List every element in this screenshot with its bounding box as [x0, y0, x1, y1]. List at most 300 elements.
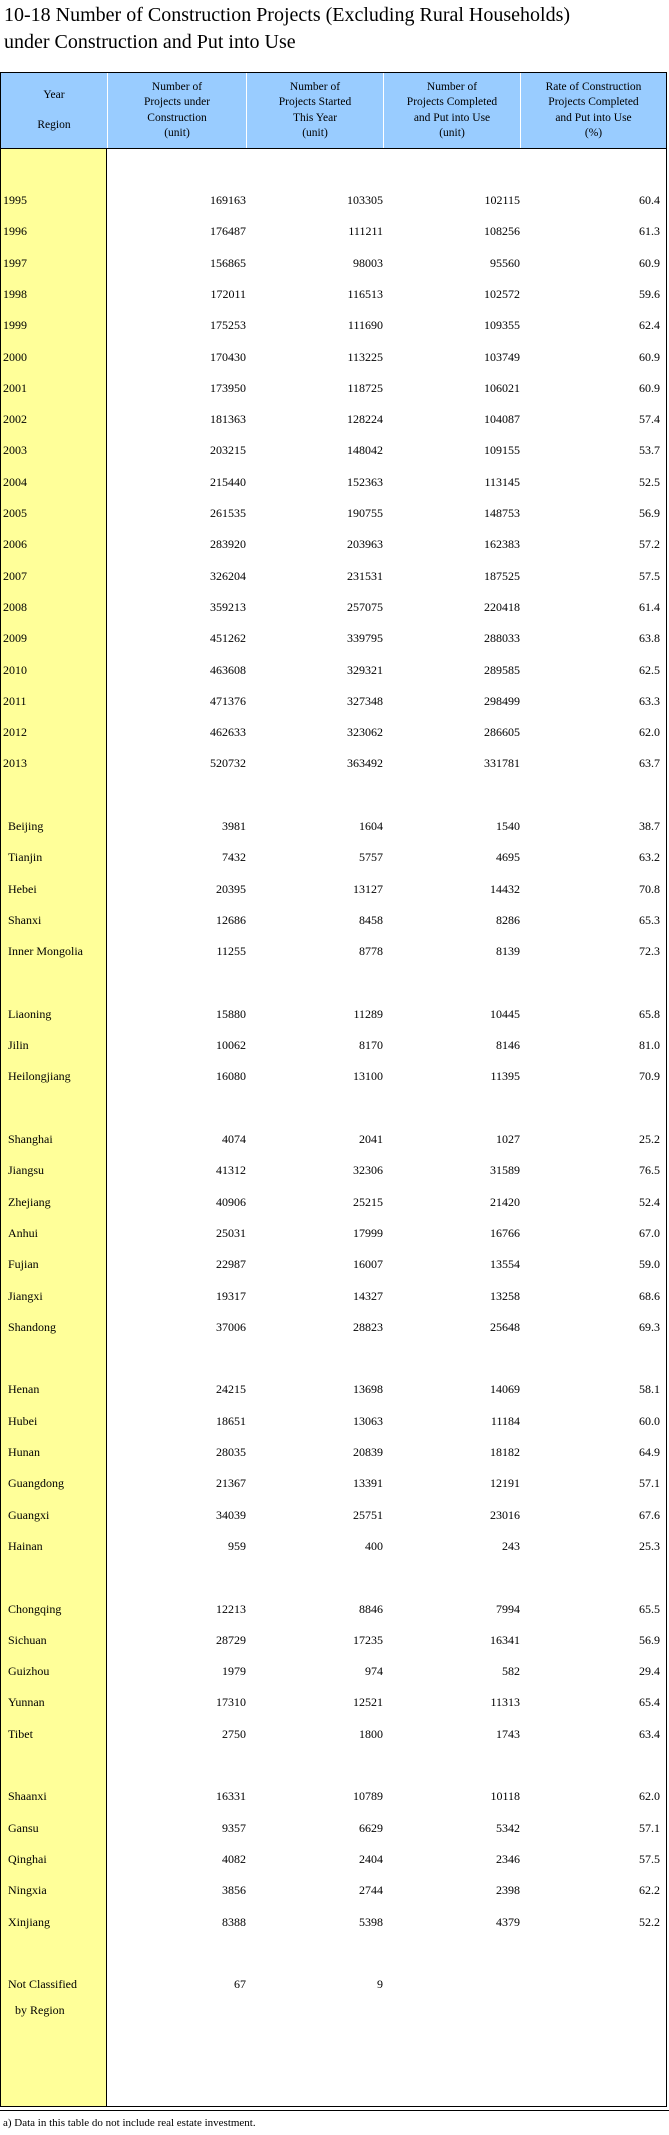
cell-under-construction: 28729 [216, 1633, 246, 1647]
cell-started: 2404 [359, 1852, 383, 1866]
cell-started: 203963 [347, 537, 383, 551]
cell-started: 14327 [353, 1289, 383, 1303]
table-row [1, 1442, 666, 1462]
table-row [1, 1317, 666, 1337]
cell-completed: 16341 [490, 1633, 520, 1647]
table-row [1, 1379, 666, 1399]
table-row [1, 1192, 666, 1212]
row-label: 2003 [3, 443, 27, 457]
cell-completed: 14069 [490, 1382, 520, 1396]
row-label: Hebei [8, 882, 37, 896]
table-row [1, 910, 666, 930]
table-row [1, 1505, 666, 1525]
cell-started: 111690 [347, 318, 383, 332]
table-row [1, 1004, 666, 1024]
cell-started: 2041 [359, 1132, 383, 1146]
cell-started: 12521 [353, 1695, 383, 1709]
cell-started: 128224 [347, 412, 383, 426]
cell-completion-rate: 69.3 [639, 1320, 660, 1334]
cell-completion-rate: 29.4 [639, 1664, 660, 1678]
table-row [1, 1473, 666, 1493]
cell-under-construction: 24215 [216, 1382, 246, 1396]
row-label: Anhui [8, 1226, 38, 1240]
cell-under-construction: 3981 [222, 819, 246, 833]
footnote: a) Data in this table do not include real estate investment. [3, 2117, 256, 2129]
cell-started: 231531 [347, 569, 383, 583]
cell-completion-rate: 72.3 [639, 944, 660, 958]
cell-under-construction: 10062 [216, 1038, 246, 1052]
cell-completed: 220418 [484, 600, 520, 614]
cell-started: 1800 [359, 1727, 383, 1741]
cell-completed: 21420 [490, 1195, 520, 1209]
cell-started: 98003 [353, 256, 383, 270]
cell-under-construction: 37006 [216, 1320, 246, 1334]
row-label: Shandong [8, 1320, 56, 1334]
cell-completion-rate: 52.4 [639, 1195, 660, 1209]
cell-under-construction: 261535 [210, 506, 246, 520]
cell-started: 327348 [347, 694, 383, 708]
cell-started: 257075 [347, 600, 383, 614]
cell-started: 116513 [347, 287, 383, 301]
cell-under-construction: 520732 [210, 756, 246, 770]
cell-under-construction: 2750 [222, 1727, 246, 1741]
cell-completed: 104087 [484, 412, 520, 426]
row-label: 2008 [3, 600, 27, 614]
cell-under-construction: 176487 [210, 224, 246, 238]
cell-started: 16007 [353, 1257, 383, 1271]
header-projects-under-construction: Number of Projects under Construction (unit) [107, 73, 246, 148]
cell-under-construction: 156865 [210, 256, 246, 270]
cell-completed: 109355 [484, 318, 520, 332]
cell-started: 25751 [353, 1508, 383, 1522]
cell-completion-rate: 62.0 [639, 725, 660, 739]
row-label: 2005 [3, 506, 27, 520]
table-row [1, 691, 666, 711]
row-label: 1995 [3, 193, 27, 207]
table-row [1, 1035, 666, 1055]
row-label: 2004 [3, 475, 27, 489]
table-title-line1: 10-18 Number of Construction Projects (Excluding Rural Households) [4, 4, 571, 26]
cell-completed: 102572 [484, 287, 520, 301]
header-region: Region [37, 119, 71, 131]
cell-completion-rate: 52.5 [639, 475, 660, 489]
cell-completion-rate: 63.7 [639, 756, 660, 770]
cell-started: 20839 [353, 1445, 383, 1459]
row-label: Jilin [8, 1038, 29, 1052]
cell-completed: 243 [502, 1539, 520, 1553]
row-label: Henan [8, 1382, 40, 1396]
cell-under-construction: 15880 [216, 1007, 246, 1021]
row-label: 2010 [3, 663, 27, 677]
cell-completed: 1540 [496, 819, 520, 833]
row-label: Shaanxi [8, 1789, 47, 1803]
cell-under-construction: 463608 [210, 663, 246, 677]
cell-under-construction: 41312 [216, 1163, 246, 1177]
cell-started: 118725 [347, 381, 383, 395]
cell-under-construction: 12213 [216, 1602, 246, 1616]
data-table [0, 72, 667, 2107]
table-row [1, 1129, 666, 1149]
cell-under-construction: 4082 [222, 1852, 246, 1866]
cell-completion-rate: 57.5 [639, 569, 660, 583]
table-row [1, 409, 666, 429]
table-row [1, 1630, 666, 1650]
table-row [1, 1786, 666, 1806]
cell-started: 5398 [359, 1915, 383, 1929]
row-label: 2002 [3, 412, 27, 426]
cell-completion-rate: 38.7 [639, 819, 660, 833]
row-label: Tianjin [8, 850, 43, 864]
row-label: Gansu [8, 1821, 39, 1835]
cell-completed: 286605 [484, 725, 520, 739]
footnote-divider [0, 2110, 669, 2111]
cell-completion-rate: 65.5 [639, 1602, 660, 1616]
cell-completion-rate: 60.4 [639, 193, 660, 207]
table-row [1, 1160, 666, 1180]
table-row [1, 1536, 666, 1556]
cell-completed: 113145 [484, 475, 520, 489]
cell-completed: 102115 [484, 193, 520, 207]
cell-completed: 4695 [496, 850, 520, 864]
cell-under-construction: 22987 [216, 1257, 246, 1271]
cell-under-construction: 8388 [222, 1915, 246, 1929]
row-label: 2001 [3, 381, 27, 395]
cell-completed: 331781 [484, 756, 520, 770]
cell-completed: 12191 [490, 1476, 520, 1490]
table-row [1, 472, 666, 492]
cell-started: 25215 [353, 1195, 383, 1209]
row-label: Hubei [8, 1414, 38, 1428]
table-title [4, 2, 664, 56]
cell-started: 13127 [353, 882, 383, 896]
cell-completed: 103749 [484, 350, 520, 364]
cell-started: 400 [365, 1539, 383, 1553]
cell-completed: 11313 [490, 1695, 520, 1709]
cell-completion-rate: 60.9 [639, 381, 660, 395]
table-row [1, 628, 666, 648]
cell-under-construction: 34039 [216, 1508, 246, 1522]
row-label: Tibet [8, 1727, 33, 1741]
table-row [1, 534, 666, 554]
table-row-continuation [1, 2000, 666, 2020]
cell-under-construction: 170430 [210, 350, 246, 364]
cell-under-construction: 169163 [210, 193, 246, 207]
cell-completion-rate: 25.2 [639, 1132, 660, 1146]
row-label: 1998 [3, 287, 27, 301]
table-row [1, 1724, 666, 1744]
cell-started: 8846 [359, 1602, 383, 1616]
header-completion-rate: Rate of Construction Projects Completed and Put into Use (%) [520, 73, 666, 148]
cell-under-construction: 67 [234, 1977, 246, 1991]
cell-completed: 18182 [490, 1445, 520, 1459]
cell-completed: 23016 [490, 1508, 520, 1522]
row-label: 1996 [3, 224, 27, 238]
cell-started: 9 [377, 1977, 383, 1991]
row-label: Jiangsu [8, 1163, 44, 1177]
cell-completed: 7994 [496, 1602, 520, 1616]
header-projects-started: Number of Projects Started This Year (unit) [246, 73, 383, 148]
cell-under-construction: 21367 [216, 1476, 246, 1490]
table-row [1, 941, 666, 961]
cell-started: 17999 [353, 1226, 383, 1240]
cell-started: 32306 [353, 1163, 383, 1177]
row-label: 1997 [3, 256, 27, 270]
table-row [1, 1254, 666, 1274]
cell-completed: 4379 [496, 1915, 520, 1929]
cell-under-construction: 11255 [216, 944, 246, 958]
table-header [1, 73, 666, 149]
cell-completion-rate: 25.3 [639, 1539, 660, 1553]
cell-completion-rate: 63.2 [639, 850, 660, 864]
cell-under-construction: 462633 [210, 725, 246, 739]
cell-started: 5757 [359, 850, 383, 864]
cell-completion-rate: 57.5 [639, 1852, 660, 1866]
header-year: Year [43, 88, 65, 101]
cell-started: 2744 [359, 1883, 383, 1897]
table-row [1, 1880, 666, 1900]
cell-under-construction: 959 [228, 1539, 246, 1553]
cell-started: 1604 [359, 819, 383, 833]
cell-under-construction: 203215 [210, 443, 246, 457]
cell-under-construction: 175253 [210, 318, 246, 332]
cell-under-construction: 18651 [216, 1414, 246, 1428]
cell-completed: 31589 [490, 1163, 520, 1177]
cell-under-construction: 16331 [216, 1789, 246, 1803]
cell-started: 113225 [347, 350, 383, 364]
cell-started: 148042 [347, 443, 383, 457]
cell-under-construction: 28035 [216, 1445, 246, 1459]
table-row [1, 503, 666, 523]
cell-completed: 16766 [490, 1226, 520, 1240]
cell-completed: 2398 [496, 1883, 520, 1897]
cell-completed: 8139 [496, 944, 520, 958]
cell-completion-rate: 57.1 [639, 1821, 660, 1835]
cell-completion-rate: 62.2 [639, 1883, 660, 1897]
cell-completed: 106021 [484, 381, 520, 395]
table-row [1, 1974, 666, 1994]
table-row [1, 378, 666, 398]
cell-under-construction: 215440 [210, 475, 246, 489]
cell-completed: 289585 [484, 663, 520, 677]
cell-started: 974 [365, 1664, 383, 1678]
cell-completed: 298499 [484, 694, 520, 708]
row-label: Fujian [8, 1257, 39, 1271]
table-row [1, 1286, 666, 1306]
cell-started: 13100 [353, 1069, 383, 1083]
cell-completion-rate: 53.7 [639, 443, 660, 457]
cell-under-construction: 326204 [210, 569, 246, 583]
table-row [1, 1661, 666, 1681]
table-row [1, 1692, 666, 1712]
cell-started: 363492 [347, 756, 383, 770]
cell-completion-rate: 65.8 [639, 1007, 660, 1021]
table-row [1, 315, 666, 335]
cell-completed: 5342 [496, 1821, 520, 1835]
cell-under-construction: 25031 [216, 1226, 246, 1240]
cell-completion-rate: 57.2 [639, 537, 660, 551]
row-label: Liaoning [8, 1007, 52, 1021]
row-label: Heilongjiang [8, 1069, 71, 1083]
row-label: Hainan [8, 1539, 43, 1553]
cell-started: 103305 [347, 193, 383, 207]
row-label: Hunan [8, 1445, 40, 1459]
cell-completed: 109155 [484, 443, 520, 457]
table-row [1, 1599, 666, 1619]
cell-completion-rate: 67.6 [639, 1508, 660, 1522]
cell-completed: 162383 [484, 537, 520, 551]
header-year-region [1, 73, 107, 148]
cell-completion-rate: 65.4 [639, 1695, 660, 1709]
cell-under-construction: 7432 [222, 850, 246, 864]
cell-under-construction: 4074 [222, 1132, 246, 1146]
row-label-continuation: by Region [15, 2003, 65, 2017]
cell-under-construction: 16080 [216, 1069, 246, 1083]
cell-under-construction: 359213 [210, 600, 246, 614]
cell-completion-rate: 81.0 [639, 1038, 660, 1052]
cell-completed: 148753 [484, 506, 520, 520]
cell-under-construction: 181363 [210, 412, 246, 426]
cell-started: 13063 [353, 1414, 383, 1428]
cell-completed: 288033 [484, 631, 520, 645]
cell-started: 17235 [353, 1633, 383, 1647]
cell-started: 8170 [359, 1038, 383, 1052]
cell-completed: 582 [502, 1664, 520, 1678]
cell-completed: 187525 [484, 569, 520, 583]
table-row [1, 1818, 666, 1838]
cell-under-construction: 17310 [216, 1695, 246, 1709]
cell-completed: 10445 [490, 1007, 520, 1021]
row-label: Guangxi [8, 1508, 50, 1522]
cell-completion-rate: 56.9 [639, 506, 660, 520]
cell-completed: 95560 [490, 256, 520, 270]
cell-completion-rate: 62.5 [639, 663, 660, 677]
table-row [1, 660, 666, 680]
cell-started: 329321 [347, 663, 383, 677]
row-label: Not Classified [8, 1977, 77, 1991]
table-row [1, 221, 666, 241]
table-row [1, 253, 666, 273]
row-label: Sichuan [8, 1633, 47, 1647]
row-label: 2013 [3, 756, 27, 770]
cell-completed: 25648 [490, 1320, 520, 1334]
row-label: 1999 [3, 318, 27, 332]
table-row [1, 879, 666, 899]
row-label: Beijing [8, 819, 44, 833]
table-row [1, 816, 666, 836]
cell-completion-rate: 52.2 [639, 1915, 660, 1929]
cell-started: 13698 [353, 1382, 383, 1396]
row-label: Jiangxi [8, 1289, 43, 1303]
row-label: Ningxia [8, 1883, 47, 1897]
row-label: Shanghai [8, 1132, 53, 1146]
cell-completion-rate: 65.3 [639, 913, 660, 927]
table-row [1, 284, 666, 304]
row-label: Qinghai [8, 1852, 47, 1866]
cell-completion-rate: 59.0 [639, 1257, 660, 1271]
cell-completion-rate: 70.9 [639, 1069, 660, 1083]
row-label: Inner Mongolia [8, 944, 83, 958]
cell-completion-rate: 61.4 [639, 600, 660, 614]
header-projects-completed: Number of Projects Completed and Put into Use (unit) [383, 73, 520, 148]
cell-under-construction: 3856 [222, 1883, 246, 1897]
cell-completed: 10118 [490, 1789, 520, 1803]
row-label: 2009 [3, 631, 27, 645]
cell-started: 152363 [347, 475, 383, 489]
cell-completed: 13258 [490, 1289, 520, 1303]
table-row [1, 1223, 666, 1243]
cell-under-construction: 40906 [216, 1195, 246, 1209]
table-row [1, 347, 666, 367]
row-label: 2011 [3, 694, 27, 708]
row-label: 2007 [3, 569, 27, 583]
cell-completed: 8286 [496, 913, 520, 927]
row-label: 2000 [3, 350, 27, 364]
table-title-line2: under Construction and Put into Use [4, 31, 296, 53]
row-label: 2012 [3, 725, 27, 739]
cell-started: 339795 [347, 631, 383, 645]
cell-completed: 8146 [496, 1038, 520, 1052]
cell-completed: 1743 [496, 1727, 520, 1741]
table-row [1, 597, 666, 617]
row-label: Guizhou [8, 1664, 50, 1678]
table-row [1, 440, 666, 460]
cell-completion-rate: 61.3 [639, 224, 660, 238]
table-row [1, 847, 666, 867]
cell-started: 323062 [347, 725, 383, 739]
cell-started: 13391 [353, 1476, 383, 1490]
table-row [1, 1411, 666, 1431]
cell-completion-rate: 70.8 [639, 882, 660, 896]
cell-under-construction: 173950 [210, 381, 246, 395]
cell-started: 111211 [348, 224, 383, 238]
cell-under-construction: 9357 [222, 1821, 246, 1835]
row-label: Guangdong [8, 1476, 64, 1490]
row-label: Xinjiang [8, 1915, 50, 1929]
cell-started: 190755 [347, 506, 383, 520]
cell-under-construction: 12686 [216, 913, 246, 927]
cell-under-construction: 283920 [210, 537, 246, 551]
row-label: Zhejiang [8, 1195, 51, 1209]
cell-completion-rate: 67.0 [639, 1226, 660, 1240]
table-row [1, 566, 666, 586]
cell-completion-rate: 63.8 [639, 631, 660, 645]
cell-completion-rate: 68.6 [639, 1289, 660, 1303]
cell-started: 28823 [353, 1320, 383, 1334]
cell-completion-rate: 60.0 [639, 1414, 660, 1428]
row-label: Chongqing [8, 1602, 62, 1616]
cell-started: 11289 [353, 1007, 383, 1021]
row-label: 2006 [3, 537, 27, 551]
table-row [1, 722, 666, 742]
table-row [1, 753, 666, 773]
cell-completed: 2346 [496, 1852, 520, 1866]
table-row [1, 1912, 666, 1932]
cell-completed: 108256 [484, 224, 520, 238]
cell-completion-rate: 63.4 [639, 1727, 660, 1741]
row-label: Shanxi [8, 913, 42, 927]
table-row [1, 190, 666, 210]
table-row [1, 1849, 666, 1869]
cell-completed: 14432 [490, 882, 520, 896]
cell-under-construction: 19317 [216, 1289, 246, 1303]
cell-completion-rate: 64.9 [639, 1445, 660, 1459]
cell-completion-rate: 56.9 [639, 1633, 660, 1647]
cell-started: 8458 [359, 913, 383, 927]
cell-completion-rate: 62.4 [639, 318, 660, 332]
cell-completion-rate: 60.9 [639, 256, 660, 270]
cell-completion-rate: 58.1 [639, 1382, 660, 1396]
row-label: Yunnan [8, 1695, 45, 1709]
